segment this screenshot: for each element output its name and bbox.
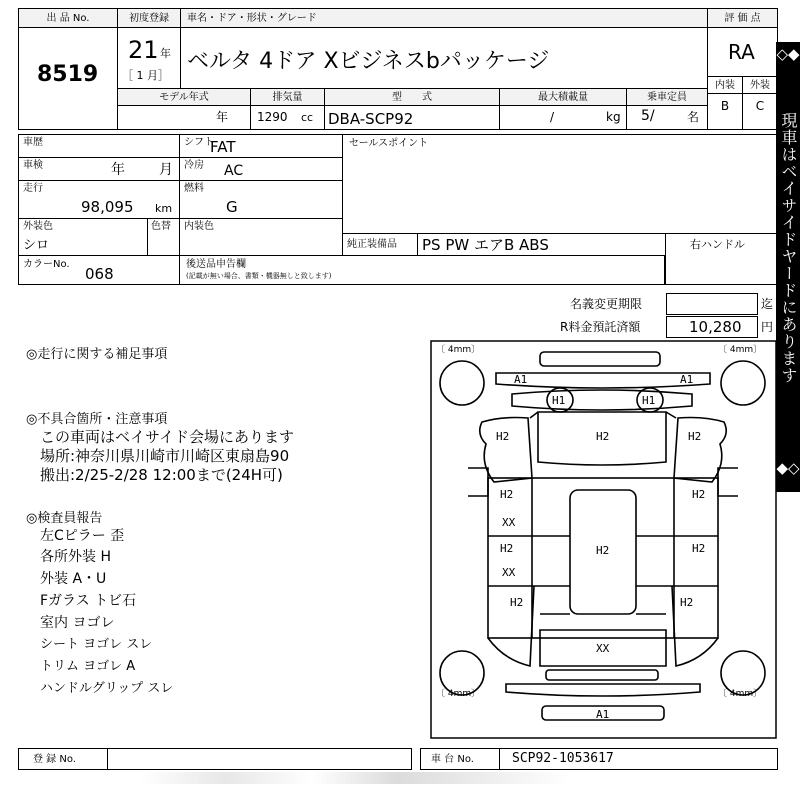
interior-grade: B xyxy=(720,99,730,113)
diamond-icon-bottom: ◆◇ xyxy=(776,459,800,477)
fuel-value: G xyxy=(226,198,238,216)
aircon-label: 冷房 xyxy=(184,160,204,171)
inspector-line: 各所外装 H xyxy=(40,549,111,565)
fuel-cell xyxy=(179,180,343,219)
inspection-label: 車検 xyxy=(23,160,43,171)
shift-label: シフト xyxy=(184,137,214,148)
mileage-cell xyxy=(18,180,180,219)
model-year-label: モデル年式 xyxy=(159,92,209,103)
first-reg-month: ［ 1 月］ xyxy=(122,69,169,82)
mark-door-rl-2: XX xyxy=(502,566,516,579)
chassis-value: SCP92-1053617 xyxy=(512,751,614,766)
capacity-label: 乗車定員 xyxy=(647,92,687,103)
mark-door-rr: H2 xyxy=(692,542,706,555)
max-load-cell xyxy=(499,105,627,130)
exterior-grade-cell xyxy=(742,93,778,130)
color-no-label: カラーNo. xyxy=(23,259,70,270)
first-reg-label-cell xyxy=(117,8,181,28)
type-cell xyxy=(324,105,500,130)
equipment-cell xyxy=(417,233,666,256)
displacement-unit: cc xyxy=(301,111,314,124)
aircon-cell xyxy=(179,157,343,181)
displacement-cell xyxy=(250,105,325,130)
car-name-cell xyxy=(180,27,708,89)
recycle-label: R料金預託済額 xyxy=(560,320,641,334)
type-label: 型 式 xyxy=(392,92,432,103)
interior-grade-cell xyxy=(707,93,743,130)
mark-roof: H2 xyxy=(596,544,610,557)
recycle-unit: 円 xyxy=(761,320,774,334)
recycle-box xyxy=(666,316,758,338)
car-name-label: 車名・ドア・形状・グレード xyxy=(187,13,317,24)
inspector-line: 左Cピラー 歪 xyxy=(40,528,125,544)
ext-color-value: シロ xyxy=(23,238,50,253)
side-banner xyxy=(776,42,800,492)
capacity-cell xyxy=(626,105,708,130)
defect-line: 搬出:2/25-2/28 12:00まで(24H可) xyxy=(40,466,283,484)
capacity-unit: 名 xyxy=(687,110,700,124)
defect-line: この車両はベイサイド会場にあります xyxy=(40,428,294,446)
chassis-cell xyxy=(499,748,778,770)
max-load-label: 最大積載量 xyxy=(538,92,588,103)
score-label: 評 価 点 xyxy=(724,13,761,24)
docs-label: 後送品申告欄 xyxy=(186,259,246,270)
color-no-cell xyxy=(18,255,180,285)
equipment-label-cell xyxy=(342,233,418,256)
equipment-value: PS PW エアB ABS xyxy=(422,236,549,254)
reg-no-label-cell xyxy=(18,748,108,770)
tread-rr: 〔 4mm〕 xyxy=(718,689,763,699)
defects-title: ◎不具合箇所・注意事項 xyxy=(26,412,168,427)
mileage-unit: km xyxy=(155,202,173,215)
sales-point-label: セールスポイント xyxy=(349,138,429,149)
diamond-icon-top: ◇◆ xyxy=(776,45,800,63)
displacement-label-cell xyxy=(250,88,325,106)
mark-front-bumper-right: A1 xyxy=(680,373,694,386)
score-cell xyxy=(707,27,778,77)
first-reg-label: 初度登録 xyxy=(129,13,169,24)
name-change-unit: 迄 xyxy=(761,297,774,311)
lot-no-cell xyxy=(18,27,118,130)
max-load-value: / xyxy=(550,110,555,124)
mark-hood-center: H2 xyxy=(596,430,610,443)
score-label-cell xyxy=(707,8,778,28)
model-year-unit: 年 xyxy=(216,110,229,124)
mark-hood-right: H1 xyxy=(642,394,656,407)
displacement-label: 排気量 xyxy=(272,92,303,103)
docs-cell xyxy=(179,255,665,285)
steering-cell xyxy=(665,233,778,285)
defect-line: 場所:神奈川県川崎市川崎区東扇島90 xyxy=(40,447,290,465)
capacity-value: 5/ xyxy=(641,108,655,124)
inspector-line: 室内 ヨゴレ xyxy=(40,615,115,631)
fuel-label: 燃料 xyxy=(184,183,204,194)
mark-quarter-right: H2 xyxy=(680,596,694,609)
score: RA xyxy=(728,40,755,64)
max-load-unit: kg xyxy=(606,110,621,124)
recycle-value: 10,280 xyxy=(689,318,742,336)
int-color-cell xyxy=(179,218,343,256)
exterior-grade: C xyxy=(755,99,765,113)
tread-fr: 〔 4mm〕 xyxy=(718,345,763,355)
mark-quarter-left: H2 xyxy=(510,596,524,609)
mark-rear-bumper: A1 xyxy=(596,708,610,721)
displacement-value: 1290 xyxy=(257,110,288,124)
mark-door-fl: H2 xyxy=(500,488,514,501)
color-change-label: 色替 xyxy=(151,221,171,232)
car-damage-diagram xyxy=(430,340,778,740)
type-label-cell xyxy=(324,88,500,106)
history-cell xyxy=(18,134,180,158)
history-label: 車歴 xyxy=(23,137,43,148)
inspector-line: Fガラス トビ石 xyxy=(40,593,137,609)
inspector-title: ◎検査員報告 xyxy=(26,511,103,526)
tread-fl: 〔 4mm〕 xyxy=(436,345,481,355)
interior-label-cell xyxy=(707,76,743,94)
inspection-year-unit: 年 xyxy=(111,162,125,178)
reg-no-cell xyxy=(107,748,412,770)
tread-rl: 〔 4mm〕 xyxy=(436,689,481,699)
inspector-line: 外装 A・U xyxy=(40,571,107,587)
inspection-cell xyxy=(18,157,180,181)
first-reg-year-unit: 年 xyxy=(160,47,171,60)
mark-door-fr: H2 xyxy=(692,488,706,501)
capacity-label-cell xyxy=(626,88,708,106)
mark-trunk: XX xyxy=(596,642,610,655)
mark-door-fl-2: XX xyxy=(502,516,516,529)
watermark-strip xyxy=(140,772,570,784)
shift-value: FAT xyxy=(210,138,236,156)
model-year-label-cell xyxy=(117,88,251,106)
name-change-label: 名義変更期限 xyxy=(570,297,643,311)
chassis-label-cell xyxy=(420,748,500,770)
equipment-label: 純正装備品 xyxy=(347,239,397,250)
mark-front-bumper-left: A1 xyxy=(514,373,528,386)
car-name: ベルタ 4ドア Xビジネスbパッケージ xyxy=(187,49,550,74)
chassis-label: 車 台 No. xyxy=(431,754,474,765)
exterior-label: 外装 xyxy=(750,80,770,91)
docs-note: (記載が無い場合、書類・機器無しと致します) xyxy=(186,272,332,280)
int-color-label: 内装色 xyxy=(184,221,214,232)
color-change-cell xyxy=(147,218,180,256)
aircon-value: AC xyxy=(224,163,244,179)
exterior-label-cell xyxy=(742,76,778,94)
first-reg-year: 21 xyxy=(128,36,159,64)
inspection-month-unit: 月 xyxy=(159,162,173,178)
car-name-label-cell xyxy=(180,8,708,28)
color-no-value: 068 xyxy=(85,265,114,283)
reg-no-label: 登 録 No. xyxy=(33,754,76,765)
type-value: DBA-SCP92 xyxy=(328,110,414,128)
inspector-line: トリム ヨゴレ A xyxy=(40,659,136,674)
mark-hood-left: H1 xyxy=(552,394,566,407)
lot-no: 8519 xyxy=(37,62,99,87)
mileage-notes-title: ◎走行に関する補足事項 xyxy=(26,347,168,362)
model-year-cell xyxy=(117,105,251,130)
ext-color-label: 外装色 xyxy=(23,221,53,232)
name-change-box xyxy=(666,293,758,315)
inspector-line: シート ヨゴレ スレ xyxy=(40,637,153,652)
steering-value: 右ハンドル xyxy=(690,238,745,251)
mark-fender-right: H2 xyxy=(688,430,702,443)
interior-label: 内装 xyxy=(715,80,735,91)
lot-no-label: 出 品 No. xyxy=(46,13,90,24)
side-banner-text: 現車はベイサイドヤードにあります xyxy=(779,112,798,384)
lot-no-label-cell xyxy=(18,8,118,28)
sales-point-cell xyxy=(342,134,778,234)
shift-cell xyxy=(179,134,343,158)
mileage-value: 98,095 xyxy=(81,198,134,216)
mileage-label: 走行 xyxy=(23,183,43,194)
mark-fender-left: H2 xyxy=(496,430,510,443)
mark-door-rl: H2 xyxy=(500,542,514,555)
max-load-label-cell xyxy=(499,88,627,106)
ext-color-cell xyxy=(18,218,148,256)
first-reg-cell xyxy=(117,27,181,89)
inspector-line: ハンドルグリップ スレ xyxy=(40,681,174,696)
